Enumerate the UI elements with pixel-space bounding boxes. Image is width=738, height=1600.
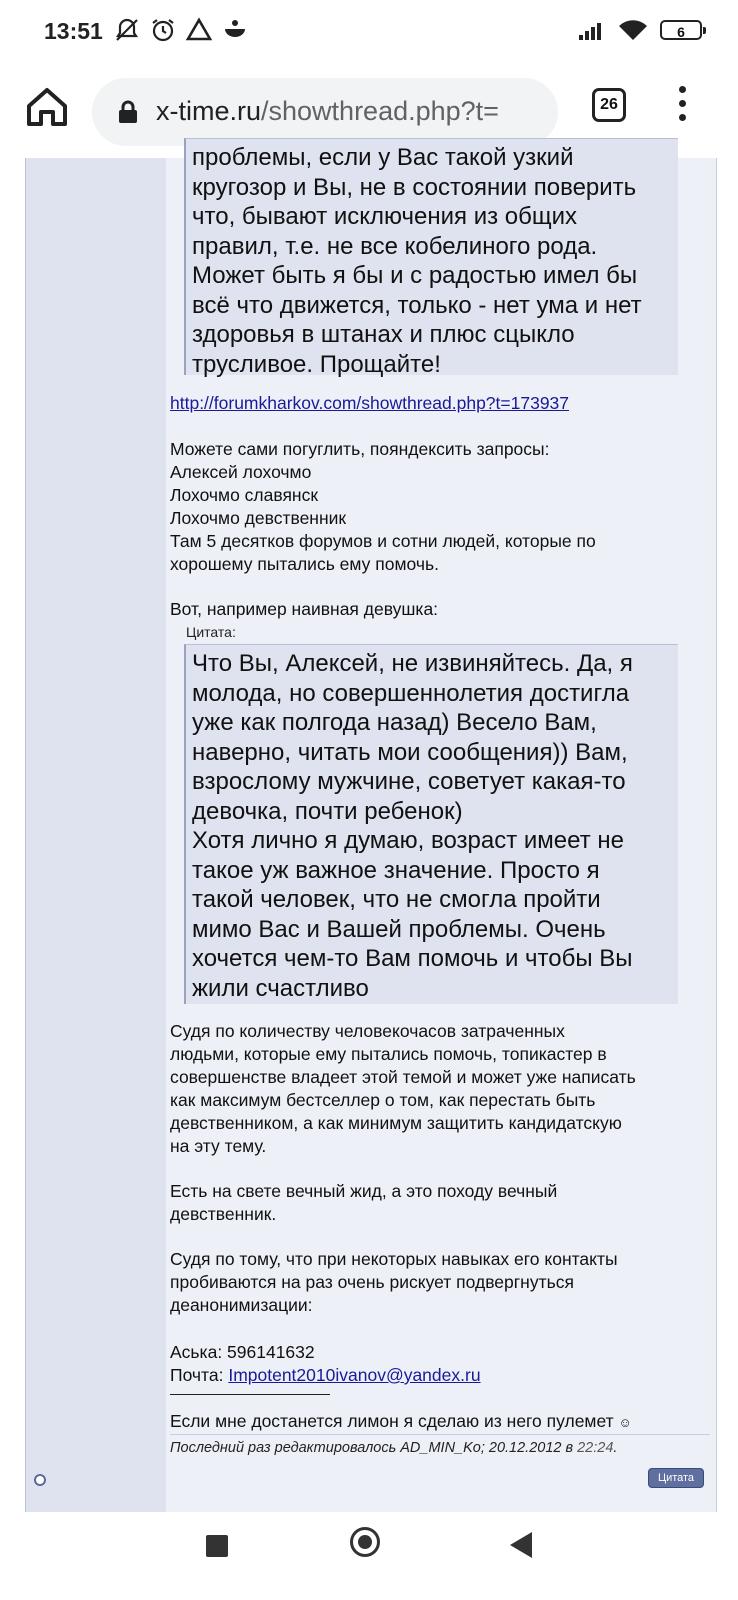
quote-line: такой человек, что не смогла пройти bbox=[192, 886, 601, 913]
status-bar bbox=[0, 0, 738, 66]
post-paragraph: Можете сами погуглить, пояндексить запросы: Алексей лохочмо Лохочмо славянск Лохочмо девственник Там 5 десятков форумов и сотни людей, которые по хорошему пытались ему помочь. bbox=[170, 439, 596, 574]
quote-line: мимо Вас и Вашей проблемы. Очень bbox=[192, 915, 606, 943]
mute-bell-icon bbox=[114, 17, 140, 43]
quote-line: Может быть я бы и с радостью имел бы bbox=[192, 262, 638, 289]
post-paragraph: Есть на свете вечный жид, а это походу вечный девственник. bbox=[170, 1181, 558, 1224]
battery-icon: 6 bbox=[660, 20, 702, 40]
post-paragraph: Судя по количеству человекочасов затраченных людьми, которые ему пытались помочь, топикастер в совершенстве владеет этой темой и может уже написать как максимум бестселлер о том, как перестать быть девственником, а как минимум защитить кандидатскую на эту тему. bbox=[170, 1021, 636, 1156]
quote-line: такое уж важное значение. Просто я bbox=[192, 856, 600, 884]
quote-line: здоровья в штанах и плюс сцыкло bbox=[192, 321, 575, 348]
back-icon[interactable] bbox=[510, 1532, 532, 1558]
quote-block bbox=[184, 138, 678, 378]
quote-button[interactable]: Цитата bbox=[648, 1468, 704, 1488]
quote-line: всё что движется, только - нет ума и нет bbox=[192, 291, 642, 319]
signature-separator bbox=[170, 1394, 330, 1395]
post-status-icon bbox=[34, 1474, 46, 1486]
forum-link[interactable]: http://forumkharkov.com/showthread.php?t=173937 bbox=[170, 393, 570, 413]
quote-label: Цитата: bbox=[186, 624, 236, 640]
quote-line: проблемы, если у Вас такой узкий bbox=[192, 144, 574, 171]
system-icons bbox=[578, 18, 702, 42]
mail-label: Почта: bbox=[170, 1365, 229, 1385]
alarm-icon bbox=[150, 17, 176, 43]
url-domain: x-time.ru bbox=[156, 96, 262, 126]
quote-line: хочется чем-то Вам помочь и чтобы Вы bbox=[192, 945, 633, 972]
home-nav-icon[interactable] bbox=[350, 1527, 380, 1557]
mail-link[interactable]: Impotent2010ivanov@yandex.ru bbox=[228, 1365, 481, 1385]
app-notification-icon bbox=[222, 17, 248, 43]
quote-line: Что Вы, Алексей, не извиняйтесь. Да, я bbox=[192, 650, 633, 677]
address-bar[interactable] bbox=[92, 78, 558, 146]
icq-contact: Аська: 596141632 bbox=[170, 1342, 315, 1362]
lock-icon[interactable] bbox=[118, 100, 138, 124]
url-text[interactable] bbox=[156, 96, 546, 127]
recents-icon[interactable] bbox=[206, 1535, 228, 1557]
quote-line: наверно, читать мои сообщения)) Вам, bbox=[192, 738, 628, 766]
quote-line: Хотя лично я думаю, возраст имеет не bbox=[192, 827, 624, 854]
quote-block bbox=[184, 644, 678, 1004]
quote-line: молода, но совершеннолетия достигла bbox=[192, 679, 630, 707]
post-paragraph: Вот, например наивная девушка: bbox=[170, 599, 439, 619]
notification-icons bbox=[114, 17, 248, 43]
home-icon[interactable] bbox=[24, 84, 70, 130]
edit-note-text: Последний раз редактировалось AD_MIN_Ko; 20.12.2012 в bbox=[170, 1440, 578, 1456]
quote-line: правил, т.е. не все кобелиного рода. bbox=[192, 232, 598, 260]
tab-switcher-button[interactable]: 26 bbox=[592, 88, 626, 122]
warning-triangle-icon bbox=[186, 17, 212, 43]
divider bbox=[170, 1434, 710, 1435]
quote-line: девочка, почти ребенок) bbox=[192, 797, 463, 825]
quote-line: уже как полгода назад) Весело Вам, bbox=[192, 709, 597, 736]
quote-line: кругозор и Вы, не в состоянии поверить bbox=[192, 173, 637, 201]
forum-page bbox=[0, 144, 738, 1512]
overflow-menu-icon[interactable] bbox=[676, 86, 688, 130]
quote-line: трусливое. Прощайте! bbox=[192, 350, 441, 378]
edit-note: Последний раз редактировалось AD_MIN_Ko; 20.12.2012 в 22:24. bbox=[170, 1440, 618, 1456]
mail-contact bbox=[170, 1364, 481, 1387]
clock: 13:51 bbox=[44, 18, 103, 44]
post-paragraph: Судя по тому, что при некоторых навыках его контакты пробиваются на раз очень рискует подвергнуться деанонимизации: bbox=[170, 1249, 618, 1315]
wifi-icon bbox=[618, 18, 648, 42]
quote-line: жили счастливо bbox=[192, 974, 369, 1002]
post-author-column bbox=[25, 158, 167, 1512]
smiley-icon: ☺ bbox=[618, 1415, 632, 1430]
signal-icon bbox=[578, 19, 606, 41]
edit-time: 22:24 bbox=[577, 1440, 614, 1456]
url-path: /showthread.php?t= bbox=[261, 96, 499, 126]
signature-text: Если мне достанется лимон я сделаю из него пулемет bbox=[170, 1411, 614, 1431]
quote-line: взрослому мужчине, советует какая-то bbox=[192, 768, 626, 795]
quote-line: что, бывают исключения из общих bbox=[192, 203, 578, 230]
signature bbox=[170, 1410, 632, 1434]
